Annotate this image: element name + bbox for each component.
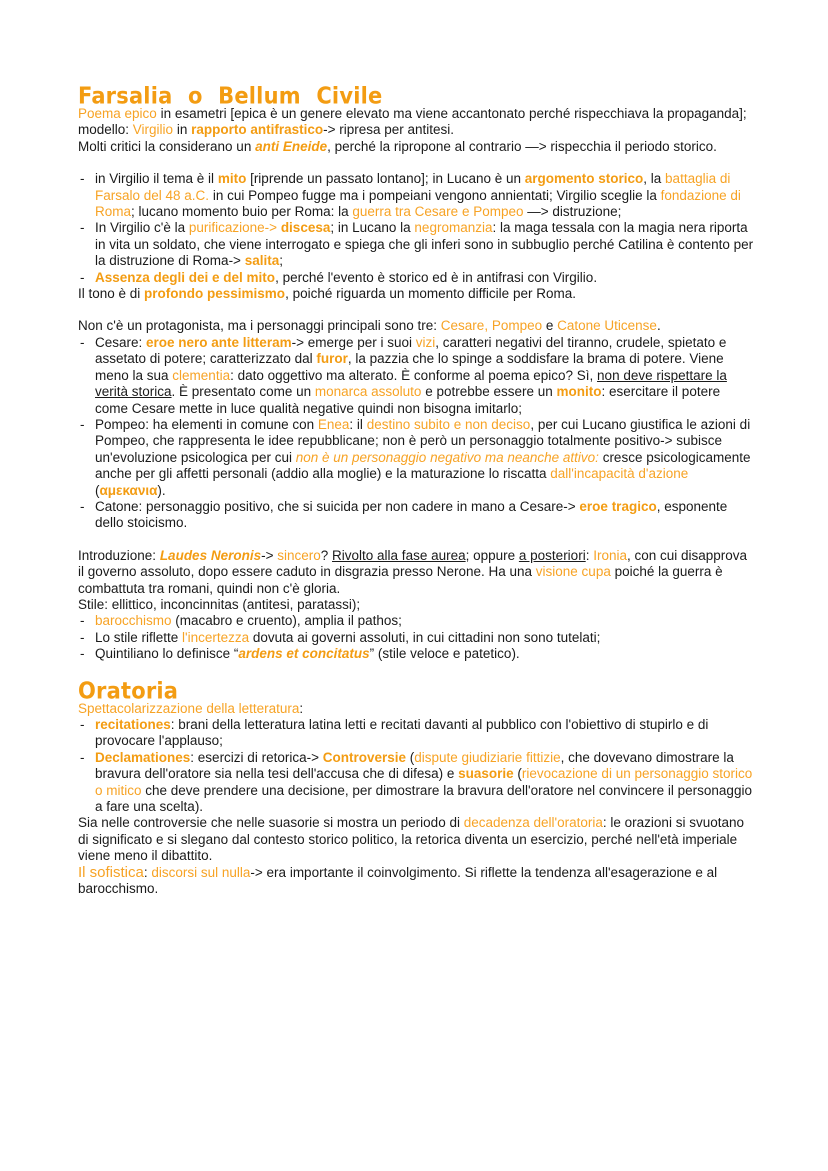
introduction-paragraph: Introduzione: Laudes Neronis-> sincero? Rivolto alla fase aurea; oppure a posteriori: Ironia, con cui disapprova il governo assoluto, dopo essere caduto in disgrazia presso Nerone. Ha una visione cupa poiché la guerra è combattuta tra romani, quindi non c'è gloria. (78, 547, 748, 596)
sofistica-paragraph: Il sofistica: discorsi sul nulla-> era importante il coinvolgimento. Si riflette la tendenza all'esagerazione e al barocchismo. (78, 863, 718, 897)
decadence-paragraph: Sia nelle controversie che nelle suasorie si mostra un periodo di decadenza dell'oratoria: le orazioni si svuotano di significato e si slegano dal contesto storico politico, la retorica diventa un esercizio, perché nell'età imperiale viene meno il dibattito. (78, 815, 744, 864)
characters-list (78, 335, 754, 532)
style-line: Stile: ellittico, inconcinnitas (antitesi, paratassi); (78, 596, 361, 612)
characters-intro: Non c'è un protagonista, ma i personaggi principali sono tre: Cesare, Pompeo e Catone Uticense. (78, 318, 661, 334)
list-item-catone: - Catone: personaggio positivo, che si suicida per non cadere in mano a Cesare-> eroe tragico, esponente dello stoicismo. (78, 499, 754, 532)
tone-paragraph: Il tono è di profondo pessimismo, poiché riguarda un momento difficile per Roma. (78, 286, 576, 302)
document-page (78, 82, 754, 897)
list-item: - recitationes: brani della letteratura latina letti e recitati davanti al pubblico con l'obiettivo di stupirlo e di provocare l'applauso; (78, 717, 754, 750)
comparison-list (78, 171, 754, 286)
list-item: - Declamationes: esercizi di retorica-> Controversie (dispute giudiziarie fittizie, che dovevano dimostrare la bravura dell'oratore sia nella tesi dell'accusa che di difesa) e suasorie (rievocazione di un personaggio storico o mitico che deve prendere una decisione, per dimostrare la bravura dell'oratore nel convincere il personaggio a fare una scelta). (78, 750, 754, 816)
key-term: rapporto antifrastico (191, 122, 324, 138)
list-item: - Quintiliano lo definisce “ardens et concitatus” (stile veloce e patetico). (78, 646, 754, 662)
section-title-oratoria: Oratoria (78, 676, 179, 704)
oratoria-list (78, 717, 754, 815)
oratoria-subtitle: Spettacolarizzazione della letteratura: (78, 700, 304, 716)
intro-paragraph: Poema epico in esametri [epica è un genere elevato ma viene accantonato perché rispecchiava la propaganda]; modello: Virgilio in rapporto antifrastico-> ripresa per antitesi. Molti critici la considerano un anti Eneide, perché la ripropone al contrario —> rispecchia il periodo storico. (78, 106, 747, 154)
list-item: - Lo stile riflette l'incertezza dovuta ai governi assoluti, in cui cittadini non sono tutelati; (78, 630, 754, 646)
list-item: - In Virgilio c'è la purificazione-> discesa; in Lucano la negromanzia: la maga tessala con la magia nera riporta in vita un soldato, che viene interrogato e spiega che gli inferi sono in subbuglio perché Catilina è contento per la distruzione di Roma-> salita; (78, 220, 754, 269)
list-item: - Assenza degli dei e del mito, perché l'evento è storico ed è in antifrasi con Virgilio. (78, 270, 754, 286)
section-title-farsalia: Farsalia o Bellum Civile (78, 82, 383, 109)
highlight: Poema epico (78, 106, 157, 121)
highlight: Virgilio (132, 122, 174, 138)
list-item: - in Virgilio il tema è il mito [riprende un passato lontano]; in Lucano è un argomento storico, la battaglia di Farsalo del 48 a.C. in cui Pompeo fugge ma i pompeiani vengono annientati; Virgilio sceglie la fondazione di Roma; lucano momento buio per Roma: la guerra tra Cesare e Pompeo —> distruzione; (78, 171, 754, 220)
style-list (78, 613, 754, 662)
list-item-cesare: - Cesare: eroe nero ante litteram-> emerge per i suoi vizi, caratteri negativi del tiranno, crudele, spietato e assetato di potere; caratterizzato dal furor, la pazzia che lo spinge a soddisfare la brama di potere. Viene meno la sua clementia: dato oggettivo ma alterato. È conforme al poema epico? Sì, non deve rispettare la verità storica. È presentato come un monarca assoluto e potrebbe essere un monito: esercitare il potere come Cesare mette in luce qualità negative quindi non bisogna imitarlo; (78, 335, 754, 417)
list-item: - barocchismo (macabro e cruento), amplia il pathos; (78, 613, 754, 629)
list-item-pompeo: - Pompeo: ha elementi in comune con Enea: il destino subito e non deciso, per cui Lucano giustifica le azioni di Pompeo, che rappresenta le idee repubblicane; non è però un personaggio totalmente positivo-> subisce un'evoluzione psicologica per cui non è un personaggio negativo ma neanche attivo: cresce psicologicamente anche per gli affetti personali (addio alla moglie) e la maturazione lo riscatta dall'incapacità d'azione (αμεκανια). (78, 417, 754, 499)
key-term: anti Eneide (255, 138, 328, 154)
